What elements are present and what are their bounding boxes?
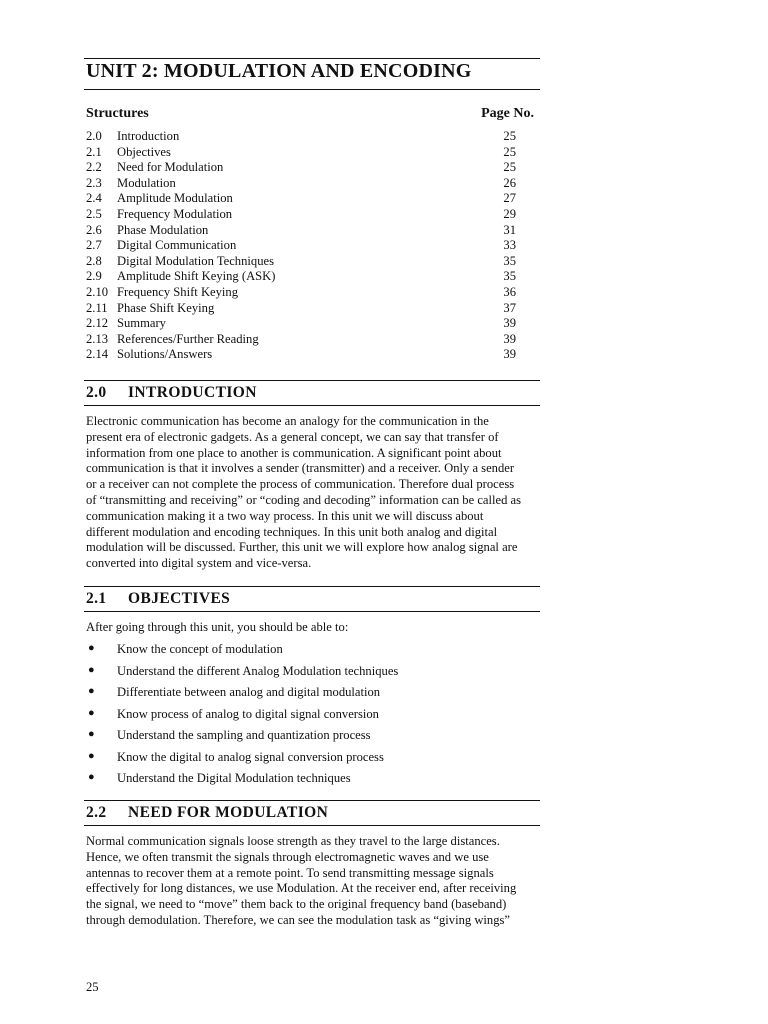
toc-row[interactable] <box>86 254 516 270</box>
text-line: Normal communication signals loose strength as they travel to the large distances. <box>86 834 500 848</box>
toc-row[interactable] <box>86 316 516 332</box>
need-bottom-rule <box>84 825 540 826</box>
intro-bottom-rule <box>84 405 540 406</box>
toc-num: 2.5 <box>86 206 102 221</box>
text-line: Hence, we often transmit the signals through electromagnetic waves and we use <box>86 849 489 864</box>
toc-row[interactable] <box>86 191 516 207</box>
table-of-contents <box>86 129 516 363</box>
toc-page-no-label: Page No. <box>481 106 534 121</box>
list-item <box>86 685 540 707</box>
toc-page: 27 <box>503 191 516 206</box>
text-line: antennas to recover them at a remote point. To send transmitting message signals <box>86 865 494 880</box>
need-top-rule <box>84 800 540 801</box>
bullet-icon: ● <box>88 706 95 719</box>
toc-num: 2.8 <box>86 253 102 268</box>
toc-page: 33 <box>503 238 516 253</box>
toc-structures-label: Structures <box>86 106 149 121</box>
toc-title: Digital Communication <box>117 238 237 253</box>
list-item-text: Know the concept of modulation <box>117 642 283 656</box>
toc-page: 25 <box>503 160 516 175</box>
bullet-icon: ● <box>88 771 95 783</box>
section-number: 2.0 <box>86 384 107 401</box>
text-line: present era of electronic gadgets. As a general concept, we can say that transfer of <box>86 429 499 444</box>
toc-num: 2.14 <box>86 347 109 362</box>
text-line: the signal, we need to “move” them back to the original frequency band (baseband) <box>86 897 507 912</box>
toc-page: 31 <box>503 222 516 237</box>
toc-row[interactable] <box>86 160 516 176</box>
list-item <box>86 664 540 686</box>
page-number: 25 <box>86 980 99 994</box>
toc-num: 2.4 <box>86 191 102 206</box>
section-heading-introduction <box>86 384 257 402</box>
toc-title: Amplitude Shift Keying (ASK) <box>117 269 276 284</box>
objectives-top-rule <box>84 586 540 587</box>
toc-num: 2.10 <box>86 284 109 299</box>
text-line: communication is that it involves a sender (transmitter) and a receiver. Only a sender <box>86 461 515 476</box>
toc-row[interactable] <box>86 332 516 348</box>
bullet-icon: ● <box>88 642 95 654</box>
intro-paragraph <box>86 414 540 572</box>
toc-page: 39 <box>503 347 516 362</box>
unit-title: UNIT 2: MODULATION AND ENCODING <box>86 60 472 82</box>
list-item <box>86 707 540 729</box>
toc-title: Frequency Shift Keying <box>117 284 239 299</box>
toc-title: Phase Modulation <box>117 222 209 237</box>
list-item <box>86 750 540 772</box>
intro-top-rule <box>84 380 540 381</box>
toc-heading <box>86 106 534 122</box>
list-item-text: Know the digital to analog signal conversion process <box>117 749 384 764</box>
toc-title: References/Further Reading <box>117 331 259 346</box>
toc-page: 35 <box>503 253 516 268</box>
toc-row[interactable] <box>86 223 516 239</box>
list-item <box>86 642 540 664</box>
toc-row[interactable] <box>86 176 516 192</box>
toc-num: 2.13 <box>86 331 109 346</box>
list-item-text: Differentiate between analog and digital modulation <box>117 685 381 699</box>
objectives-list <box>86 642 540 793</box>
toc-num: 2.6 <box>86 222 102 237</box>
toc-title: Need for Modulation <box>117 160 224 175</box>
text-line: Electronic communication has become an analogy for the communication in the <box>86 414 489 428</box>
section-number: 2.1 <box>86 590 107 607</box>
toc-title: Frequency Modulation <box>117 206 233 221</box>
title-top-rule <box>84 58 540 59</box>
toc-num: 2.9 <box>86 269 102 284</box>
toc-page: 25 <box>503 129 516 143</box>
list-item-text: Understand the Digital Modulation techniques <box>117 771 351 785</box>
text-line: After going through this unit, you should be able to: <box>86 620 349 634</box>
text-line: or a receiver can not complete the process of communication. Therefore dual process <box>86 477 515 492</box>
section-heading-objectives <box>86 590 230 608</box>
title-bottom-rule <box>84 89 540 90</box>
need-paragraph <box>86 834 540 929</box>
text-line: different modulation and encoding techniques. In this unit both analog and digital <box>86 524 498 539</box>
toc-row[interactable] <box>86 347 516 363</box>
toc-row[interactable] <box>86 269 516 285</box>
toc-title: Summary <box>117 316 166 331</box>
text-line: of “transmitting and receiving” or “coding and decoding” information can be called as <box>86 492 522 507</box>
toc-title: Solutions/Answers <box>117 347 213 362</box>
toc-row[interactable] <box>86 207 516 223</box>
toc-num: 2.7 <box>86 238 102 253</box>
toc-title: Objectives <box>117 144 171 159</box>
bullet-icon: ● <box>88 749 95 762</box>
section-heading-need-for-modulation <box>86 804 328 822</box>
toc-title: Amplitude Modulation <box>117 191 233 206</box>
toc-page: 39 <box>503 316 516 331</box>
toc-num: 2.2 <box>86 160 102 175</box>
text-line: communication making it a two way process. In this unit we will discuss about <box>86 508 484 523</box>
toc-row[interactable] <box>86 238 516 254</box>
objectives-lead <box>86 620 540 636</box>
toc-row[interactable] <box>86 129 516 145</box>
toc-title: Digital Modulation Techniques <box>117 253 274 268</box>
text-line: effectively for long distances, we use Modulation. At the receiver end, after receiving <box>86 881 517 896</box>
section-title: NEED FOR MODULATION <box>128 804 329 821</box>
toc-page: 35 <box>503 269 516 284</box>
toc-page: 36 <box>503 284 516 299</box>
text-line: converted into digital system and vice-versa. <box>86 556 312 571</box>
toc-page: 39 <box>503 331 516 346</box>
toc-row[interactable] <box>86 145 516 161</box>
section-title: INTRODUCTION <box>128 384 257 401</box>
toc-title: Phase Shift Keying <box>117 300 215 315</box>
list-item <box>86 728 540 750</box>
section-number: 2.2 <box>86 804 107 821</box>
bullet-icon: ● <box>88 663 95 676</box>
bullet-icon: ● <box>88 728 95 740</box>
section-title: OBJECTIVES <box>128 590 231 607</box>
list-item-text: Understand the different Analog Modulation techniques <box>117 663 399 678</box>
toc-num: 2.0 <box>86 129 102 143</box>
toc-num: 2.3 <box>86 175 102 190</box>
toc-num: 2.11 <box>86 300 108 315</box>
bullet-icon: ● <box>88 685 95 697</box>
toc-num: 2.1 <box>86 144 102 159</box>
toc-page: 29 <box>503 206 516 221</box>
toc-page: 25 <box>503 144 516 159</box>
list-item <box>86 771 540 793</box>
list-item-text: Understand the sampling and quantization process <box>117 728 371 742</box>
toc-num: 2.12 <box>86 316 109 331</box>
text-line: through demodulation. Therefore, we can see the modulation task as “giving wings” <box>86 912 510 927</box>
toc-row[interactable] <box>86 301 516 317</box>
text-line: modulation will be discussed. Further, this unit we will explore how analog signal are <box>86 540 518 555</box>
text-line: information from one place to another is communication. A significant point about <box>86 445 502 460</box>
toc-page: 26 <box>503 175 516 190</box>
toc-title: Introduction <box>117 129 180 143</box>
list-item-text: Know process of analog to digital signal conversion <box>117 706 379 721</box>
toc-row[interactable] <box>86 285 516 301</box>
objectives-bottom-rule <box>84 611 540 612</box>
toc-title: Modulation <box>117 175 176 190</box>
toc-page: 37 <box>503 300 516 315</box>
